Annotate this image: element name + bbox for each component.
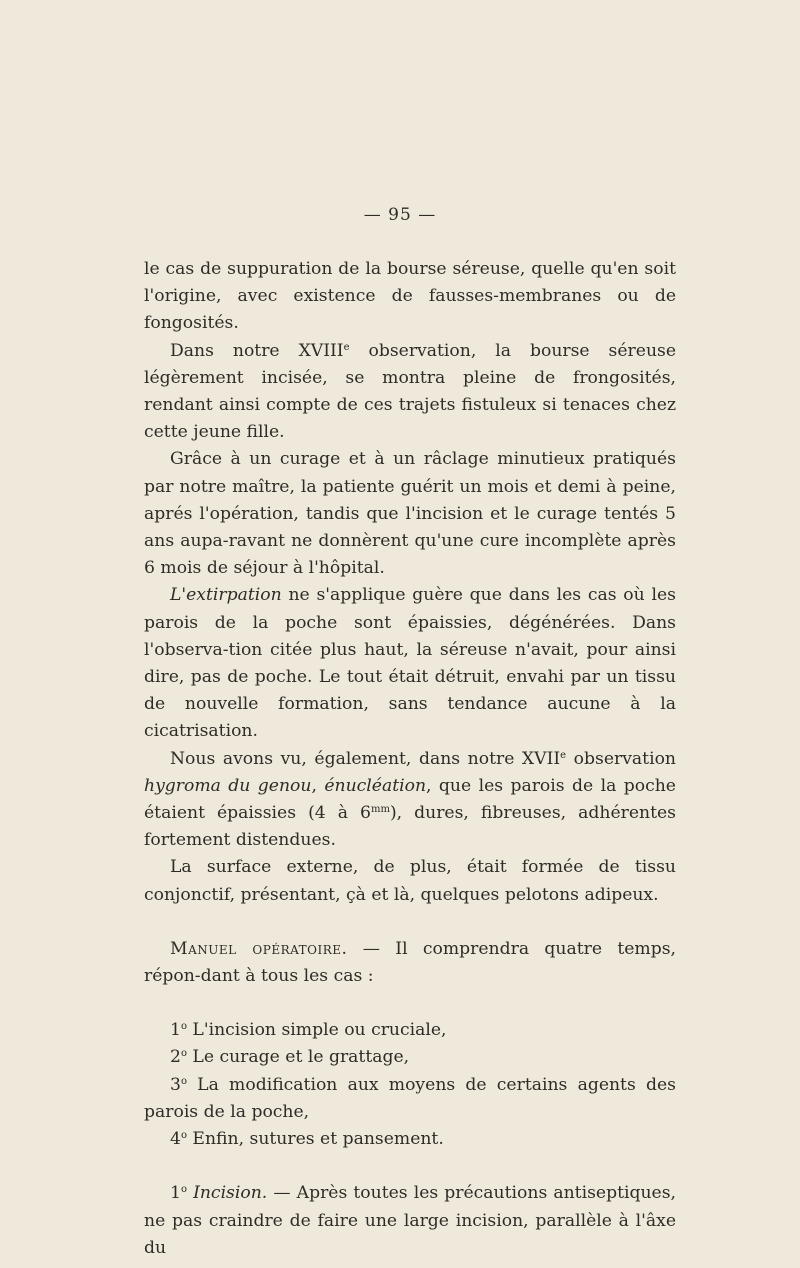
list-number: 1 [170,1020,181,1041]
paragraph-5-text-c: , [311,775,325,796]
superscript: o [180,1075,187,1087]
paragraph-4-text: ne s'applique guère que dans les cas où les parois de la poche sont épaissies, dégénérées. Dans l'observa-tion citée plus haut, la séreuse n'avait, pour ainsi dire, pas de poche. Le tout était détruit, envahi par un tissu de nouvelle formation, sans tendance aucune à la cicatrisation. [144,585,676,742]
list-item [144,1126,676,1153]
italic-term: hygroma du genou [144,775,312,796]
italic-term: énucléation [324,775,427,796]
list-item [144,1072,676,1126]
paragraph-5-text-a: Nous avons vu, également, dans notre XVII [170,748,561,769]
paragraph-3: Grâce à un curage et à un râclage minutieux pratiqués par notre maître, la patiente guérit un mois et demi à peine, aprés l'opération, tandis que l'incision et le curage tentés 5 ans aupa-ravant ne donnèrent qu'une cure incomplète après 6 mois de séjour à l'hôpital. [144,449,676,579]
superscript: e [560,749,567,761]
list-number: 4 [170,1129,181,1150]
page-number: — 95 — [363,205,437,225]
paragraph-5-text-d: , que les parois de la poche étaient épaissies (4 à 6 [144,775,676,824]
paragraph-7 [144,936,676,990]
paragraph-5-text-b: observation [566,748,676,769]
paragraph-7-text: — Il comprendra quatre temps, répon-dant à tous les cas : [144,938,676,987]
list-number: 1 [170,1183,181,1204]
list-item [144,1044,676,1071]
paragraph-5 [144,746,676,855]
list-number: 2 [170,1047,181,1068]
paragraph-6: La surface externe, de plus, était formée de tissu conjonctif, présentant, çà et là, quelques pelotons adipeux. [144,857,676,905]
section-heading: Manuel opératoire. [170,938,348,959]
superscript: o [180,1130,187,1142]
superscript: o [180,1184,187,1196]
paragraph-4 [144,582,676,745]
body-text [144,256,676,1262]
italic-term: Incision. [193,1183,268,1204]
paragraph-2 [144,338,676,447]
paragraph-8-text: — Après toutes les précautions antiseptiques, ne pas craindre de faire une large incision, parallèle à l'âxe du [144,1183,677,1258]
superscript: e [343,341,350,353]
superscript: mm [370,804,390,816]
paragraph-5-text-e: ), dures, fibreuses, adhérentes fortement distendues. [144,803,676,851]
superscript: o [180,1048,187,1060]
list-number: 3 [170,1074,181,1095]
paragraph-1: le cas de suppuration de la bourse séreuse, quelle qu'en soit l'origine, avec existence de fausses-membranes ou de fongosités. [144,259,676,334]
list-text: L'incision simple ou cruciale, [186,1020,447,1041]
list-text: Enfin, sutures et pansement. [186,1129,444,1150]
superscript: o [180,1021,187,1033]
list-item [144,1017,676,1044]
paragraph-2-text-b: observation, la bourse séreuse légèrement incisée, se montra pleine de frongosités, rendant ainsi compte de ces trajets fistuleux si tenaces chez cette jeune fille. [144,340,677,443]
italic-term: L'extirpation [170,585,282,606]
paragraph-2-text-a: Dans notre XVIII [170,340,344,361]
list-text: La modification aux moyens de certains agents des parois de la poche, [144,1074,676,1122]
list-text: Le curage et le grattage, [186,1047,410,1068]
paragraph-8 [144,1180,676,1262]
